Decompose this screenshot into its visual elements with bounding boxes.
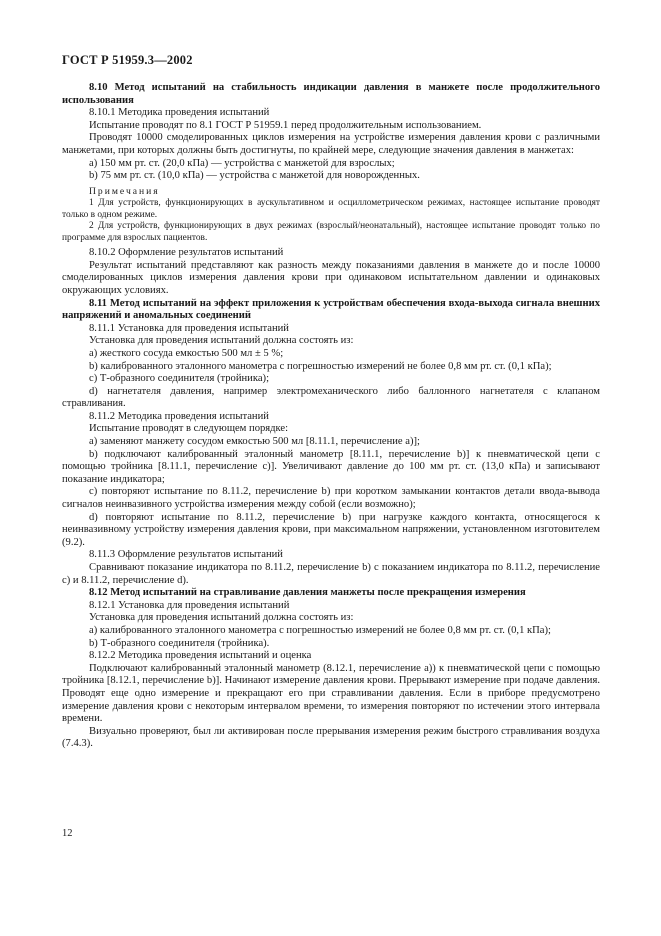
note-item: 1 Для устройств, функционирующих в аускультативном и осциллометрическом режимах, настоящее испытание проводят только в одном режиме. (62, 198, 600, 220)
paragraph: Установка для проведения испытаний должна состоять из: (89, 335, 354, 347)
paragraph: c) Т-образного соединителя (тройника); (89, 373, 270, 385)
paragraph: b) Т-образного соединителя (тройника). (89, 637, 270, 649)
document-body (62, 82, 600, 751)
paragraph: a) заменяют манжету сосудом емкостью 500 мл [8.11.1, перечисление а)]; (89, 436, 420, 448)
paragraph: Сравнивают показание индикатора по 8.11.2, перечисление b) с показанием индикатора по 8.11.2, перечисление с) и 8.11.2, перечисление d). (62, 562, 600, 586)
paragraph: a) 150 мм рт. ст. (20,0 кПа) — устройства с манжетой для взрослых; (89, 157, 395, 169)
paragraph: Подключают калиброванный эталонный манометр (8.12.1, перечисление а)) к пневматической цепи с помощью тройника [8.12.1, перечисление b)]. Начинают измерение давления крови. Прерывают измерение при подаче давления. Проводят еще одно измерение и прекращают его при стравливании давления. Если в приборе предусмотрено измерение давления крови с некоторым интервалом времени, то измерения повторяют по истечении этого интервала времени. (62, 662, 600, 725)
section-heading: 8.10 Метод испытаний на стабильность индикации давления в манжете после продолжительного использования (62, 82, 600, 106)
standard-code-header: ГОСТ Р 51959.3—2002 (62, 53, 193, 67)
paragraph: Испытание проводят в следующем порядке: (89, 423, 289, 435)
notes-title: Примечания (89, 185, 160, 197)
paragraph: 8.12.2 Методика проведения испытаний и оценка (89, 650, 312, 662)
paragraph: 8.12.1 Установка для проведения испытаний (89, 599, 290, 611)
page-number: 12 (62, 828, 73, 839)
paragraph: 8.10.2 Оформление результатов испытаний (89, 247, 284, 259)
paragraph: 8.11.3 Оформление результатов испытаний (89, 549, 283, 561)
paragraph: d) нагнетателя давления, например электромеханического либо баллонного нагнетателя с клапаном стравливания. (62, 385, 600, 410)
paragraph: a) жесткого сосуда емкостью 500 мл ± 5 %; (89, 347, 284, 359)
paragraph: Визуально проверяют, был ли активирован после прерывания измерения режим быстрого стравливания воздуха (7.4.3). (62, 725, 600, 750)
paragraph: b) калиброванного эталонного манометра с погрешностью измерений не более 0,8 мм рт. ст. (0,1 кПа); (89, 360, 552, 372)
paragraph: Проводят 10000 смоделированных циклов измерения на устройстве измерения давления крови с различными манжетами, при которых должны быть достигнуты, по крайней мере, следующие значения давления в манжетах: (62, 132, 600, 156)
note-item: 2 Для устройств, функционирующих в двух режимах (взрослый/неонатальный), настоящее испытание проводят только по программе для взрослых пациентов. (62, 221, 600, 243)
paragraph: Установка для проведения испытаний должна состоять из: (89, 612, 354, 624)
paragraph: b) 75 мм рт. ст. (10,0 кПа) — устройства с манжетой для новорожденных. (89, 170, 420, 182)
paragraph: Результат испытаний представляют как разность между показаниями давления в манжете до и после 10000 смоделированных циклов измерения давления крови при одинаковом испытательном давлении и одинаковых окружающих условиях. (62, 259, 600, 296)
section-heading: 8.11 Метод испытаний на эффект приложения к устройствам обеспечения входа-выхода сигнала внешних напряжений и аномальных соединений (62, 297, 600, 322)
paragraph: d) повторяют испытание по 8.11.2, перечисление b) при нагрузке каждого контакта, относящегося к неинвазивному устройству измерения давления крови, при максимальном напряжении, установленном изготовителем (9.2). (62, 511, 600, 548)
paragraph: 8.10.1 Методика проведения испытаний (89, 107, 270, 119)
paragraph: 8.11.2 Методика проведения испытаний (89, 410, 269, 422)
paragraph: Испытание проводят по 8.1 ГОСТ Р 51959.1 перед продолжительным использованием. (89, 119, 482, 131)
paragraph: c) повторяют испытание по 8.11.2, перечисление b) при коротком замыкании контактов детали ввода-вывода сигналов неинвазивного устройства измерения между собой (если возможно); (62, 486, 600, 511)
paragraph: 8.11.1 Установка для проведения испытаний (89, 322, 289, 334)
paragraph: a) калиброванного эталонного манометра с погрешностью измерений не более 0,8 мм рт. ст. (0,1 кПа); (89, 624, 551, 636)
section-heading: 8.12 Метод испытаний на стравливание давления манжеты после прекращения измерения (89, 587, 526, 599)
paragraph: b) подключают калиброванный эталонный манометр [8.11.1, перечисление b)] к пневматической цепи с помощью тройника [8.11.1, перечисление с)]. Увеличивают давление до 100 мм рт. ст. (13,0 кПа) и записывают показание индикатора; (62, 448, 600, 485)
